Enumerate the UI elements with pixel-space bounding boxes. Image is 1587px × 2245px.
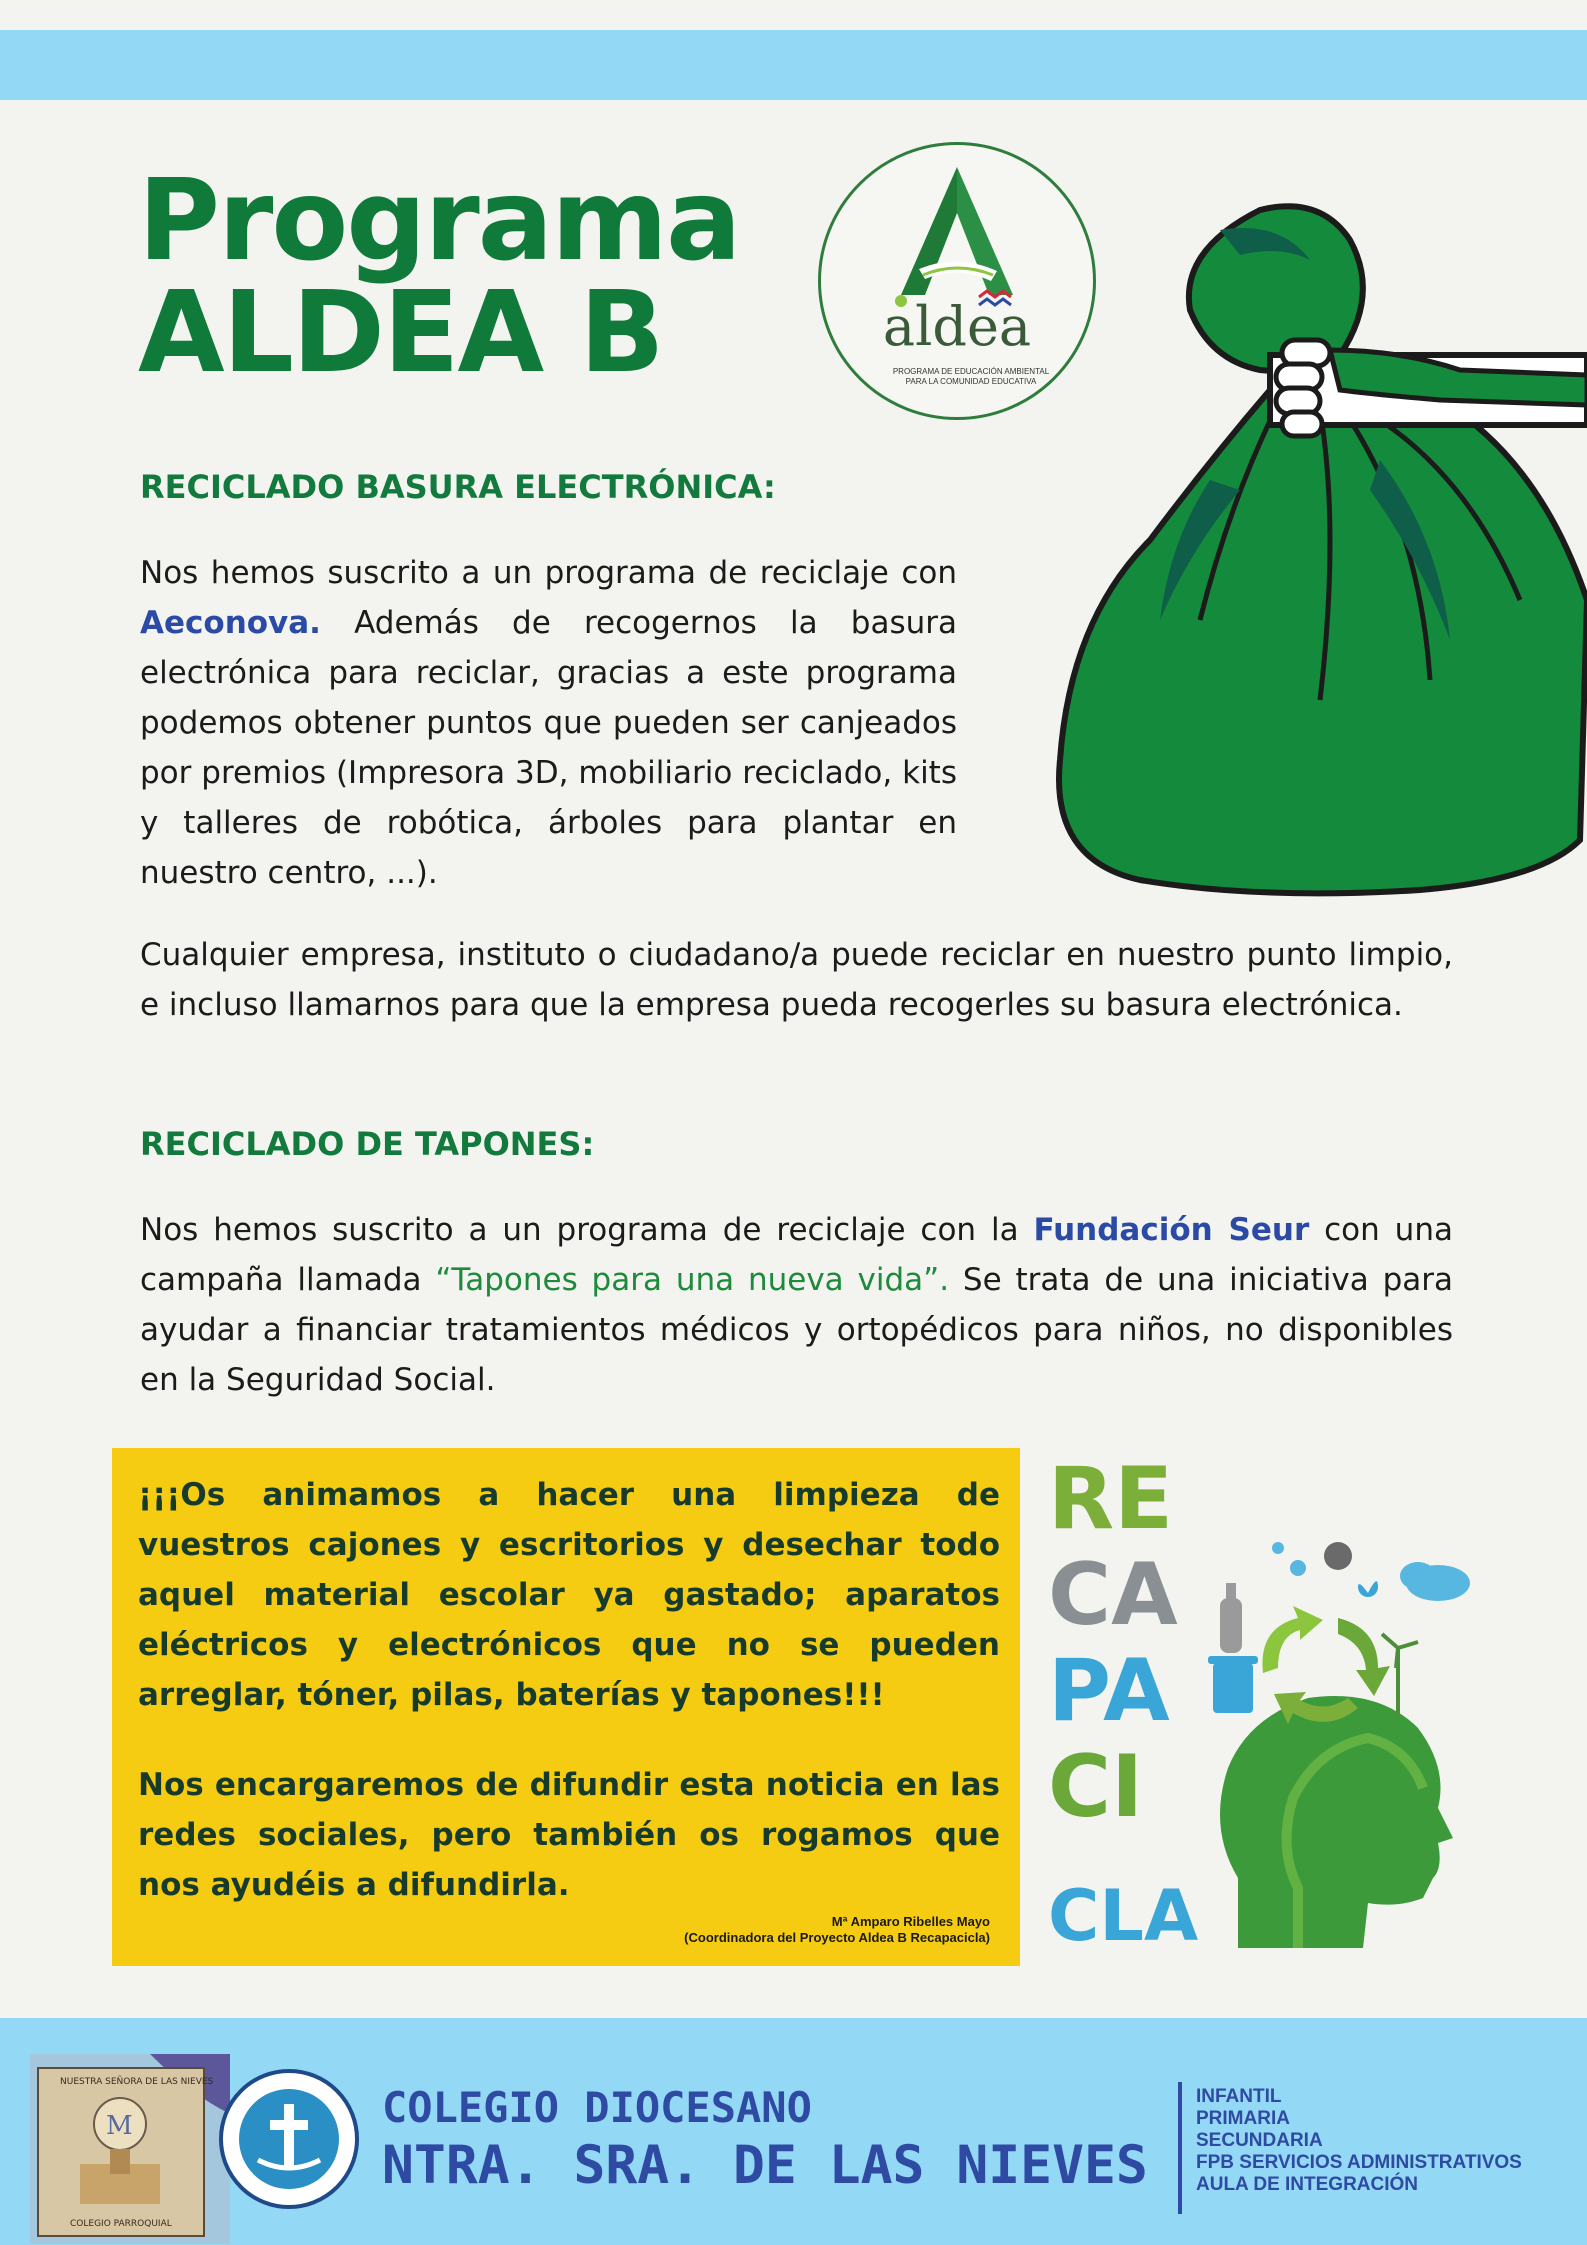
level-item: SECUNDARIA [1196,2130,1323,2151]
paragraph-fundacion-seur [140,1205,1453,1405]
signature [684,1914,990,1946]
footer-divider [1178,2082,1182,2214]
paragraph-seur-text-2: con una campaña llamada [140,1212,1453,1298]
level-item: AULA DE INTEGRACIÓN [1196,2174,1419,2195]
top-banner [0,30,1587,100]
paragraph-aeconova-text-2: Además de recogernos la basura electrónica para reciclar, gracias a este programa podemos obtener puntos que pueden ser canjeados por premios (Impresora 3D, mobiliario reciclado, kits y talleres de robótica, árboles para plantar en nuestro centro, ...). [140,605,957,891]
svg-text:M: M [106,2111,133,2141]
recapacicla-line-ci: CI [1048,1737,1144,1837]
wind-turbine-icon [1382,1634,1418,1718]
crest-bottom-text: COLEGIO PARROQUIAL [70,2219,172,2229]
garbage-bag-icon [1020,200,1587,920]
title-line-2: ALDEA B [138,268,663,398]
recapacicla-line-ca: CA [1048,1545,1178,1645]
callout-box [112,1448,1020,1966]
level-item: INFANTIL [1196,2086,1282,2107]
crest-top-text: NUESTRA SEÑORA DE LAS NIEVES [60,2077,214,2087]
footer [0,2018,1587,2245]
paragraph-aeconova-text-1: Nos hemos suscrito a un programa de reciclaje con [140,555,957,591]
school-name-line-2: NTRA. SRA. DE LAS NIEVES [382,2135,1148,2196]
fundacion-seur-highlight: Fundación Seur [1033,1212,1310,1248]
education-levels-list [1196,2086,1522,2196]
drop-icon [1358,1581,1378,1597]
aeconova-highlight: Aeconova. [140,605,321,641]
logo-caption-line-2: PARA LA COMUNIDAD EDUCATIVA [905,377,1037,386]
paragraph-aeconova [140,548,957,898]
callout-paragraph-2: Nos encargaremos de difundir esta noticia en las redes sociales, pero también os rogamos que nos ayudéis a difundirla. [138,1767,1000,1903]
recapacicla-line-re: RE [1048,1449,1173,1549]
paragraph-seur-text-3: Se trata de una iniciativa para ayudar a financiar tratamientos médicos y ortopédicos para niños, no disponibles en la Seguridad Social. [140,1262,1454,1398]
signature-role: (Coordinadora del Proyecto Aldea B Recapacicla) [684,1930,990,1945]
school-name-line-1: COLEGIO DIOCESANO [382,2083,812,2132]
section-heading-electronic: RECICLADO BASURA ELECTRÓNICA: [140,468,776,506]
callout-paragraph-1: ¡¡¡Os animamos a hacer una limpieza de vuestros cajones y escritorios y desechar todo aquel material escolar ya gastado; aparatos eléctricos y electrónicos que no se pueden arreglar, tóner, pilas, baterías y tapones!!! [138,1477,1000,1713]
cloud-icon [1400,1562,1470,1601]
campaign-name: “Tapones para una nueva vida”. [435,1262,950,1298]
water-drop-icon [1272,1542,1306,1576]
trash-can-icon [1208,1656,1258,1713]
section-heading-tapones: RECICLADO DE TAPONES: [140,1125,595,1163]
apple-icon [1324,1542,1352,1570]
bottle-icon [1220,1583,1242,1653]
logo-caption-line-1: PROGRAMA DE EDUCACIÓN AMBIENTAL [892,367,1050,376]
parish-school-crest-icon [30,2054,230,2244]
recapacicla-line-cla: CLA [1048,1875,1199,1957]
level-item: FPB SERVICIOS ADMINISTRATIVOS [1196,2152,1522,2173]
paragraph-punto-limpio: Cualquier empresa, instituto o ciudadano/a puede reciclar en nuestro punto limpio, e incluso llamarnos para que la empresa pueda recogerles su basura electrónica. [140,937,1453,1023]
level-item: PRIMARIA [1196,2108,1290,2129]
recapacicla-line-pa: PA [1048,1641,1170,1741]
title-line-1: Programa [138,156,740,286]
paragraph-seur-text-1: Nos hemos suscrito a un programa de reciclaje con la [140,1212,1034,1248]
diocesan-seal-icon [218,2068,360,2210]
aldea-logo-word: aldea [882,295,1032,358]
signature-name: Mª Amparo Ribelles Mayo [831,1914,990,1929]
page-title [138,156,740,398]
recapacicla-illustration [1038,1448,1488,1958]
